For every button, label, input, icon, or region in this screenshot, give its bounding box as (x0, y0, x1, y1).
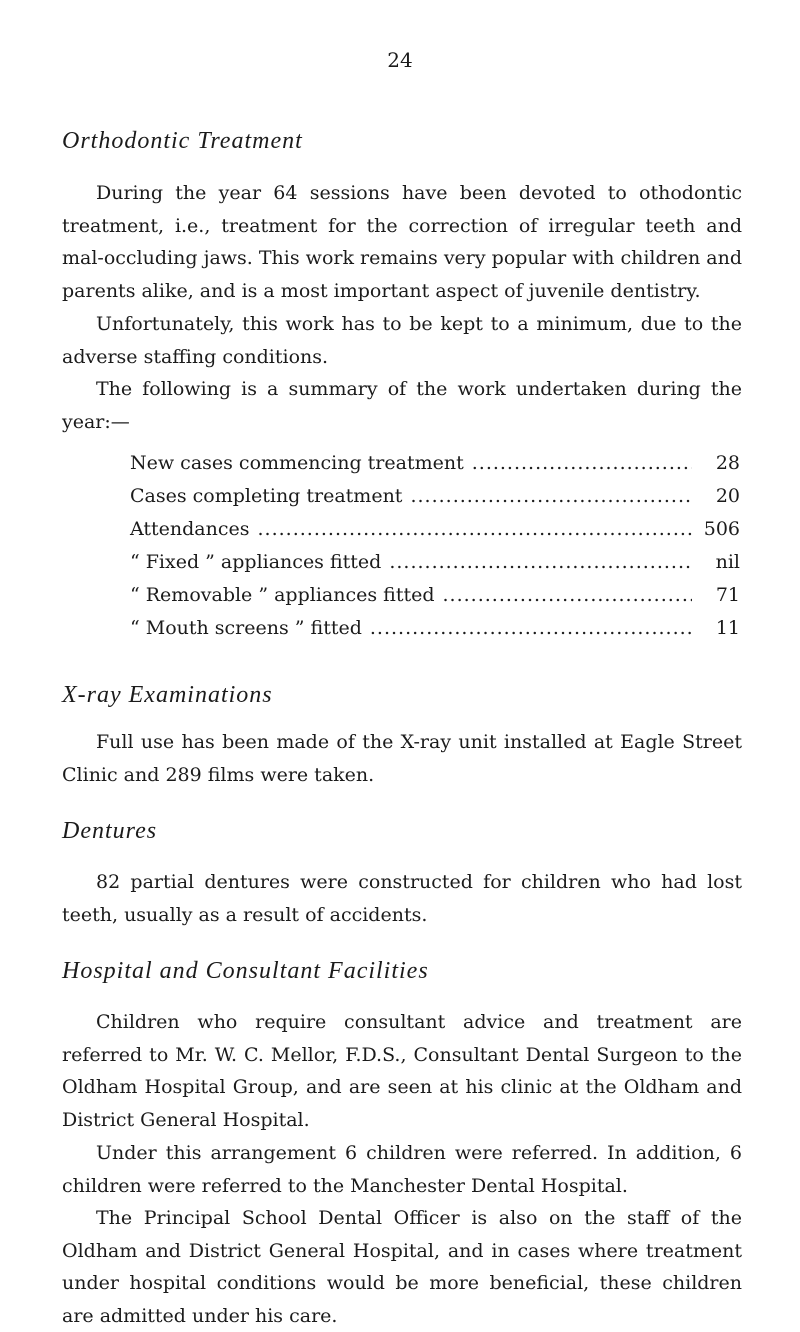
dentures-paragraph-1: 82 partial dentures were constructed for children who had lost teeth, usually as a result of accidents. (62, 871, 742, 926)
hospital-paragraph-1: Children who require consultant advice and treatment are referred to Mr. W. C. Mellor, F.D.S., Consultant Dental Surgeon to the Oldham Hospital Group, and are seen at his clinic at the Oldham and District General Hospital. (62, 1011, 742, 1131)
dot-leader (410, 480, 692, 513)
summary-label: “ Removable ” appliances fitted (130, 584, 435, 606)
page-number: 24 (387, 48, 413, 72)
heading-dentures: Dentures (62, 818, 158, 844)
summary-value: nil (715, 551, 740, 573)
summary-row (130, 480, 740, 513)
summary-value: 20 (715, 485, 740, 507)
orthodontic-paragraph-3: The following is a summary of the work undertaken during the year:— (62, 378, 742, 433)
hospital-paragraph-2: Under this arrangement 6 children were referred. In addition, 6 children were referred to the Manchester Dental Hospital. (62, 1142, 742, 1197)
summary-label: “ Mouth screens ” fitted (130, 617, 362, 639)
summary-label: “ Fixed ” appliances fitted (130, 551, 382, 573)
orthodontic-paragraph-2: Unfortunately, this work has to be kept to a minimum, due to the adverse staffing conditions. (62, 313, 742, 368)
summary-value: 28 (715, 452, 740, 474)
heading-xray-examinations: X-ray Examinations (62, 682, 273, 708)
summary-row (130, 546, 740, 579)
summary-row (130, 612, 740, 645)
orthodontic-paragraph-1: During the year 64 sessions have been devoted to othodontic treatment, i.e., treatment for the correction of irregular teeth and mal-occluding jaws. This work remains very popular with children and parents alike, and is a most important aspect of juvenile dentistry. (62, 182, 742, 302)
heading-orthodontic-treatment: Orthodontic Treatment (62, 128, 303, 154)
heading-hospital-consultant-facilities: Hospital and Consultant Facilities (62, 958, 429, 984)
dot-leader (258, 513, 692, 546)
summary-row (130, 513, 740, 546)
hospital-paragraph-3: The Principal School Dental Officer is also on the staff of the Oldham and District General Hospital, and in cases where treatment under hospital conditions would be more beneficial, these children are admitted under his care. (62, 1207, 742, 1327)
summary-label: New cases commencing treatment (130, 452, 464, 474)
summary-row (130, 579, 740, 612)
dot-leader (443, 579, 693, 612)
summary-row (130, 447, 740, 480)
orthodontic-summary-list (130, 447, 740, 645)
summary-value: 11 (715, 617, 740, 639)
dot-leader (472, 447, 692, 480)
summary-value: 71 (715, 584, 740, 606)
dot-leader (389, 546, 692, 579)
dot-leader (370, 612, 692, 645)
summary-label: Attendances (130, 518, 250, 540)
summary-value: 506 (703, 518, 740, 540)
xray-paragraph-1: Full use has been made of the X-ray unit installed at Eagle Street Clinic and 289 films were taken. (62, 731, 742, 786)
summary-label: Cases completing treatment (130, 485, 403, 507)
